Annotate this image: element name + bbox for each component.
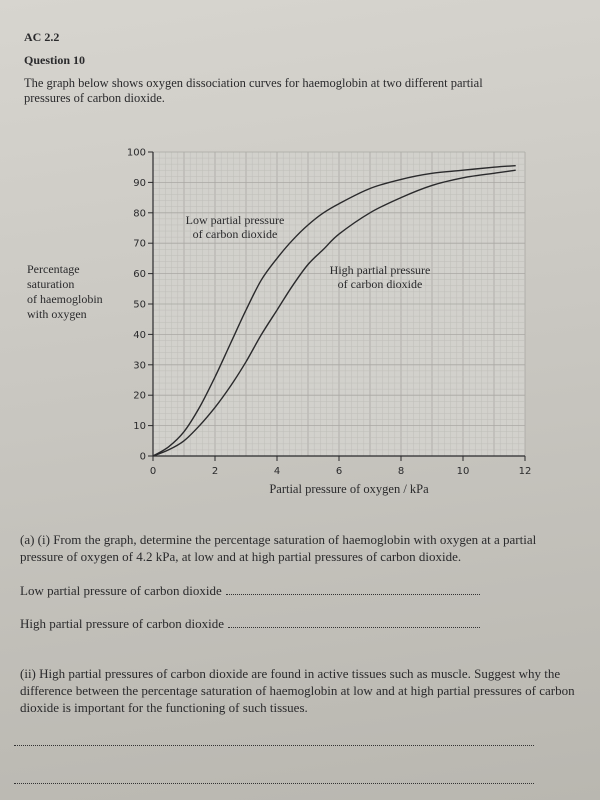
low-co2-label: of carbon dioxide bbox=[192, 227, 278, 241]
x-tick-label: 12 bbox=[518, 466, 532, 477]
answer-line[interactable] bbox=[14, 783, 534, 784]
low-co2-label: Low partial pressure bbox=[185, 213, 285, 227]
y-label-line: Percentage bbox=[27, 262, 80, 276]
answer-high-label: High partial pressure of carbon dioxide bbox=[20, 616, 224, 631]
y-tick-label: 20 bbox=[133, 390, 146, 402]
answer-low-line[interactable] bbox=[226, 584, 480, 595]
high-co2-label: of carbon dioxide bbox=[337, 277, 423, 291]
y-label-line: of haemoglobin bbox=[27, 292, 103, 306]
y-tick-label: 50 bbox=[133, 299, 146, 311]
y-tick-label: 100 bbox=[126, 147, 146, 159]
y-tick-label: 10 bbox=[133, 421, 146, 433]
answer-high-row bbox=[20, 616, 480, 632]
y-label-line: saturation bbox=[27, 277, 75, 291]
x-tick-label: 8 bbox=[397, 466, 405, 477]
x-tick-label: 2 bbox=[211, 466, 219, 477]
y-label-line: with oxygen bbox=[27, 307, 87, 321]
high-co2-label: High partial pressure bbox=[329, 263, 431, 277]
y-tick-label: 40 bbox=[133, 329, 146, 341]
answer-high-line[interactable] bbox=[228, 617, 480, 628]
y-tick-label: 80 bbox=[133, 208, 146, 220]
x-axis-label: Partial pressure of oxygen / kPa bbox=[269, 482, 429, 496]
question-a-i: (a) (i) From the graph, determine the percentage saturation of haemoglobin with oxygen at a partial pressure of oxygen of 4.2 kPa, at low and at high partial pressures of carbon dioxide. bbox=[20, 532, 537, 564]
x-tick-label: 4 bbox=[273, 466, 281, 477]
section-code: AC 2.2 bbox=[24, 30, 60, 44]
question-a-ii: (ii) High partial pressures of carbon dioxide are found in active tissues such as muscle. Suggest why the difference between the percentage saturation of haemoglobin at low and at high partial pressures of carbon dioxide is important for the functioning of such tissues. bbox=[20, 666, 575, 715]
x-tick-label: 0 bbox=[149, 466, 157, 477]
x-tick-label: 6 bbox=[335, 466, 343, 477]
question-number: Question 10 bbox=[24, 53, 86, 67]
answer-low-row bbox=[20, 583, 480, 599]
y-tick-label: 90 bbox=[133, 177, 146, 189]
x-tick-label: 10 bbox=[456, 466, 470, 477]
answer-low-label: Low partial pressure of carbon dioxide bbox=[20, 583, 222, 598]
y-tick-label: 70 bbox=[133, 238, 146, 250]
answer-line[interactable] bbox=[14, 745, 534, 746]
y-tick-label: 30 bbox=[133, 360, 146, 372]
y-tick-label: 0 bbox=[139, 451, 146, 463]
chart-grid bbox=[153, 152, 525, 456]
y-tick-label: 60 bbox=[133, 269, 146, 281]
intro-text: The graph below shows oxygen dissociation curves for haemoglobin at two different partial pressures of carbon dioxide. bbox=[24, 76, 483, 105]
